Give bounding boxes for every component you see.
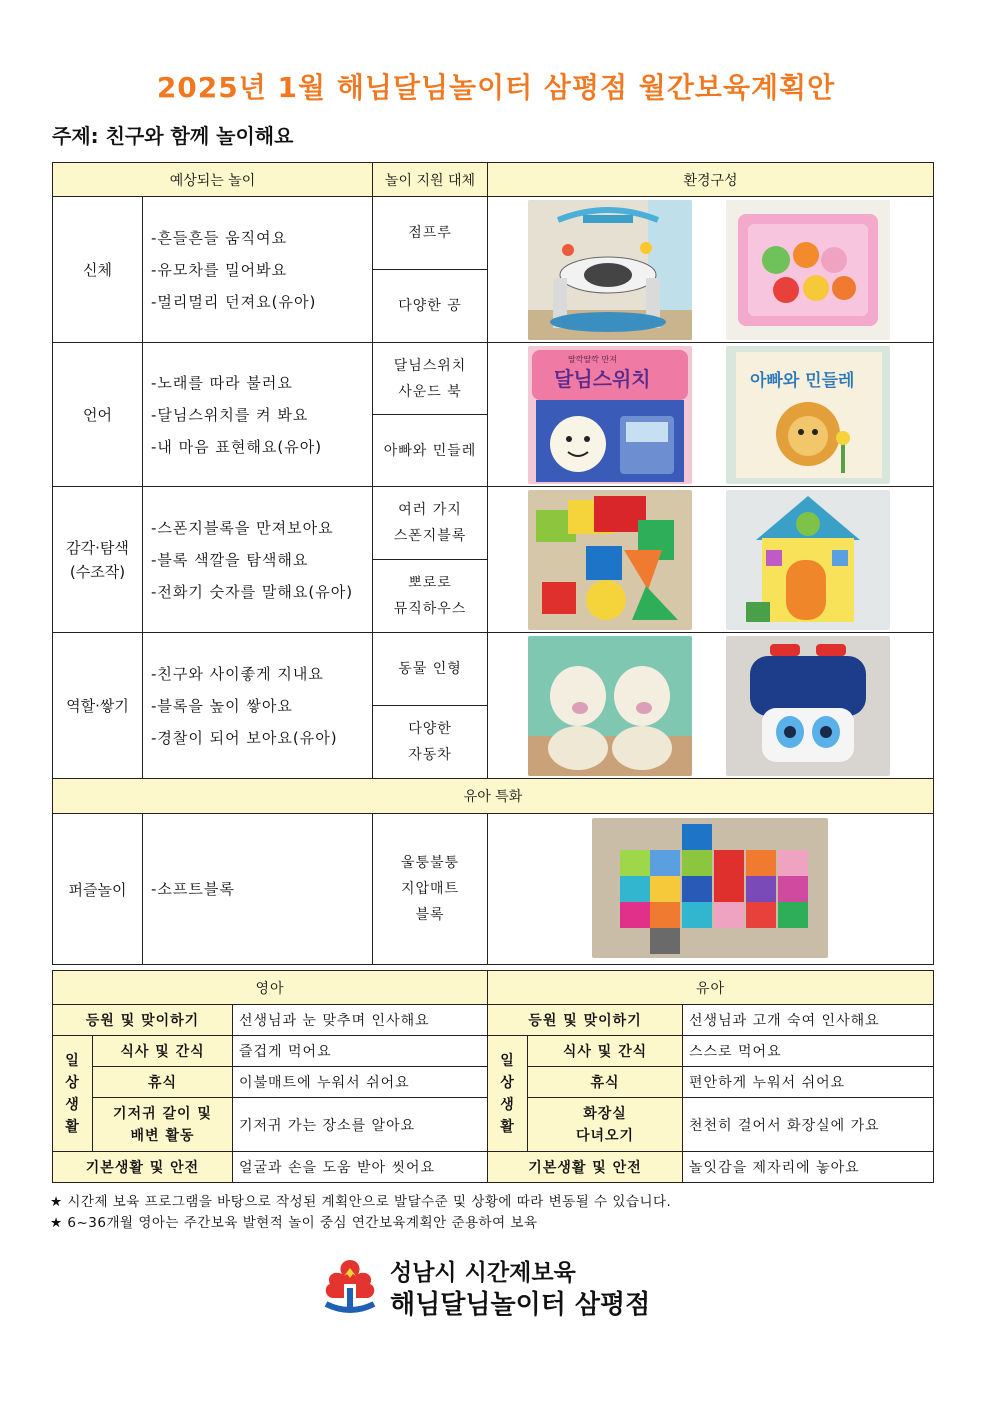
activity-item: -멀리멀리 던져요(유아): [151, 292, 317, 311]
environment-images: [488, 487, 934, 633]
activity-item: -전화기 숫자를 말해요(유아): [151, 582, 354, 601]
header-support: 놀이 지원 대체: [373, 163, 488, 197]
daily-value: 기저귀 가는 장소를 알아요: [233, 1098, 488, 1152]
sponge-blocks-photo: [528, 490, 692, 630]
ball-box-photo: [726, 200, 890, 340]
book-title-text: 달님스위치: [554, 367, 651, 391]
footnote: ★ 6~36개월 영아는 주간보육 발현적 놀이 중심 연간보육계획안 준용하여 보육: [50, 1215, 538, 1231]
activity-item: -흔들흔들 움직여요: [151, 228, 288, 247]
activity-item: -스폰지블록을 만져보아요: [151, 518, 334, 537]
daily-value: 선생님과 눈 맞추며 인사해요: [233, 1005, 488, 1036]
support-item: 다양한 공: [373, 270, 488, 343]
daily-label: 등원 및 맞이하기: [488, 1005, 683, 1036]
environment-images: [488, 197, 934, 343]
page-title: 2025년 1월 해님달님놀이터 삼평점 월간보육계획안: [156, 71, 836, 104]
activity-item: -노래를 따라 불러요: [151, 373, 293, 392]
support-item: 뽀로로 뮤직하우스: [373, 560, 488, 633]
support-item: 여러 가지 스폰지블록: [373, 487, 488, 560]
music-house-photo: [726, 490, 890, 630]
activity-item: -블록을 높이 쌓아요: [151, 696, 293, 715]
daily-label: 식사 및 간식: [93, 1036, 233, 1067]
logo-line1: 성남시 시간제보육: [390, 1260, 576, 1286]
support-item: 아빠와 민들레: [373, 415, 488, 487]
organization-logo: [318, 1252, 718, 1322]
footnotes: [50, 1192, 671, 1234]
activity-item: -친구와 사이좋게 지내요: [151, 664, 324, 683]
activity-item: -경찰이 되어 보아요(유아): [151, 728, 338, 747]
special-header: 유아 특화: [53, 779, 934, 814]
dandelion-book-photo: [726, 346, 890, 484]
header-expected-play: 예상되는 놀이: [53, 163, 373, 197]
daily-label: 휴식: [528, 1067, 683, 1098]
play-plan-table: [52, 162, 934, 965]
switch-book-photo: [528, 346, 692, 484]
jumperoo-photo: [528, 200, 692, 340]
activity-item: -유모차를 밀어봐요: [151, 260, 288, 279]
activity-item: -달님스위치를 켜 봐요: [151, 405, 309, 424]
daily-label: 화장실 다녀오기: [528, 1098, 683, 1152]
daily-value: 얼굴과 손을 도움 받아 씻어요: [233, 1152, 488, 1183]
support-item: 다양한 자동차: [373, 706, 488, 779]
environment-images: [488, 814, 934, 965]
footnote: ★ 시간제 보육 프로그램을 바탕으로 작성된 계획안으로 발달수준 및 상황에 따라 변동될 수 있습니다.: [50, 1194, 672, 1210]
police-car-photo: [726, 636, 890, 776]
daily-label: 기본생활 및 안전: [488, 1152, 683, 1183]
environment-images: [488, 343, 934, 487]
daily-label: 등원 및 맞이하기: [53, 1005, 233, 1036]
book-title-text: 아빠와 민들레: [750, 371, 855, 391]
activities-sensory: [143, 487, 373, 633]
category-role-play: 역할·쌓기: [53, 633, 143, 779]
category-puzzle: 퍼즐놀이: [53, 814, 143, 965]
header-environment: 환경구성: [488, 163, 934, 197]
activity-item: -내 마음 표현해요(유아): [151, 437, 323, 456]
category-physical: 신체: [53, 197, 143, 343]
activities-physical: [143, 197, 373, 343]
toddler-header: 유아: [488, 971, 934, 1005]
daily-label: 기저귀 갈이 및 배변 활동: [93, 1098, 233, 1152]
daily-life-table: [52, 970, 934, 1183]
support-item: 동물 인형: [373, 633, 488, 706]
theme-heading: 주제: 친구와 함께 놀이해요: [52, 124, 294, 148]
daily-label: 식사 및 간식: [528, 1036, 683, 1067]
activities-language: [143, 343, 373, 487]
daily-value: 천천히 걸어서 화장실에 가요: [683, 1098, 934, 1152]
animal-dolls-photo: [528, 636, 692, 776]
support-item: 달님스위치 사운드 북: [373, 343, 488, 415]
daily-life-vertical-label: 일 상 생 활: [488, 1036, 528, 1152]
daily-value: 선생님과 고개 숙여 인사해요: [683, 1005, 934, 1036]
daily-value: 편안하게 누워서 쉬어요: [683, 1067, 934, 1098]
support-item: 울퉁불퉁 지압매트 블록: [373, 814, 488, 965]
activity-item: -소프트블록: [143, 814, 373, 965]
support-item: 점프루: [373, 197, 488, 270]
category-language: 언어: [53, 343, 143, 487]
infant-header: 영아: [53, 971, 488, 1005]
activity-item: -블록 색깔을 탐색해요: [151, 550, 309, 569]
daily-value: 이불매트에 누워서 쉬어요: [233, 1067, 488, 1098]
seongnam-emblem-icon: [318, 1254, 382, 1318]
daily-value: 즐겁게 먹어요: [233, 1036, 488, 1067]
daily-label: 휴식: [93, 1067, 233, 1098]
daily-life-vertical-label: 일 상 생 활: [53, 1036, 93, 1152]
daily-label: 기본생활 및 안전: [53, 1152, 233, 1183]
daily-value: 스스로 먹어요: [683, 1036, 934, 1067]
environment-images: [488, 633, 934, 779]
logo-line2: 해님달님놀이터 삼평점: [390, 1290, 651, 1320]
category-sensory: 감각·탐색 (수조작): [53, 487, 143, 633]
daily-value: 놀잇감을 제자리에 놓아요: [683, 1152, 934, 1183]
puzzle-mat-photo: [592, 818, 828, 958]
book-small-text: 딸깍딸깍 만져: [568, 355, 617, 364]
activities-role-play: [143, 633, 373, 779]
